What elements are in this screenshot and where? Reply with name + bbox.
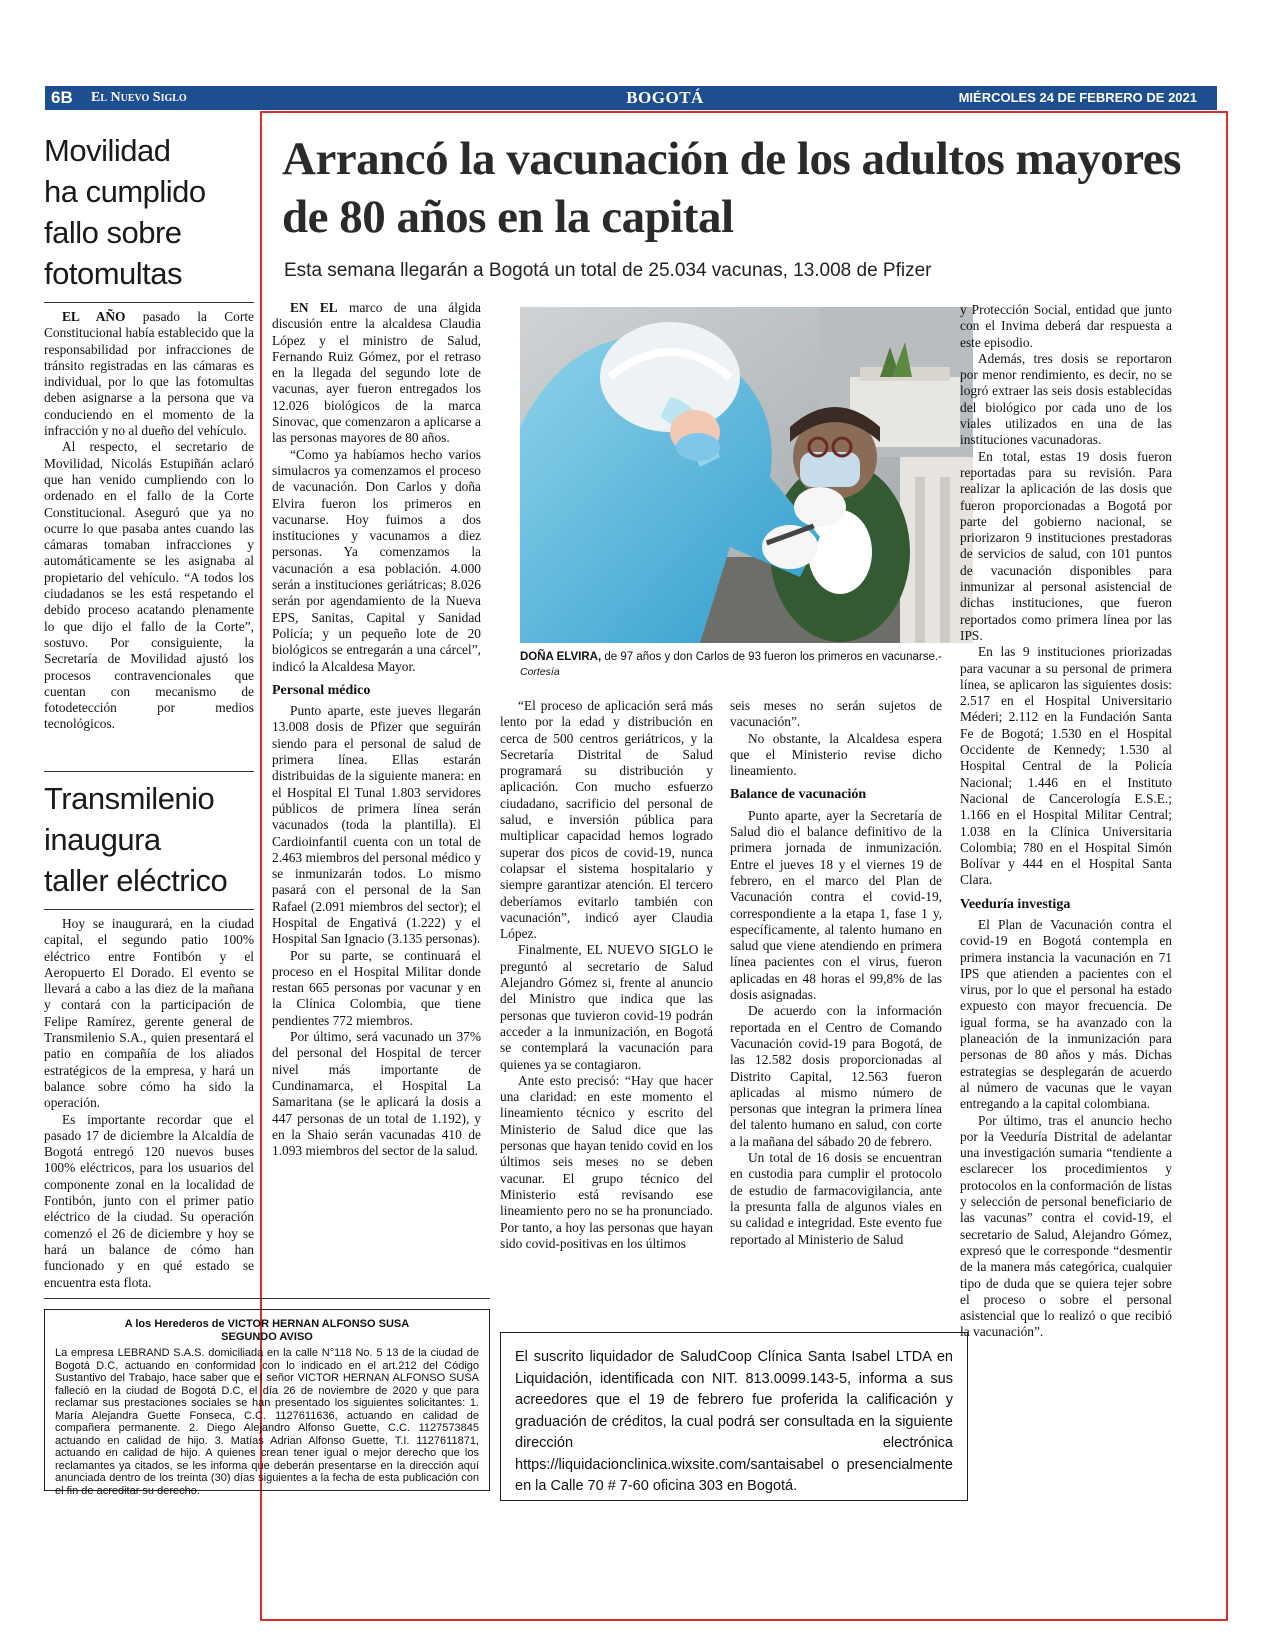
divider (44, 1298, 490, 1299)
paragraph: “Como ya habíamos hecho varios simulacros ya comenzamos el proceso de vacunación. Don Carlos y doña Elvira fueron los primeros en vacunarse. Hoy fuimos a dos instituciones y vacunamos a diez personas. Ya comenzamos la vacunación a esa población. 4.000 serán a instituciones geriátricas; 8.026 serán por agendamiento de la Nueva EPS, Sanitas, Capital y Sanidad Policía; y un pequeño lote de 20 biológicos se entregarán a una cárcel”, indicó la Alcaldesa Mayor. (272, 446, 481, 674)
paragraph: Por último, tras el anuncio hecho por la Veeduría Distrital de adelantar una investigación sumaria “tendiente a esclarecer los procedimientos y protocolos en la conformación de listas y selección de personal beneficiario de las vacunas” contra el covid-19, el secretario de Salud, Alejandro Gómez, expresó que le corresponde “desmentir de la manera más categórica, cualquier tipo de duda que se quiera tejer sobre el proceso o sobre el personal asistencial que lo realizó o que recibió la vacunación”. (960, 1112, 1172, 1340)
paragraph: seis meses no serán sujetos de vacunación”. (730, 698, 942, 730)
paragraph: Además, tres dosis se reportaron por menor rendimiento, es decir, no se logró extraer las seis dosis establecidas del biológico por cada uno de los viales utilizados en una de las instituciones vacunadoras. (960, 350, 1172, 448)
paragraph: El Plan de Vacunación contra el covid-19 en Bogotá contempla en primera instancia la vacunación en 71 IPS que atienden a pacientes con el virus, por lo que el personal ha estado expuesto con mayor frecuencia. De igual forma, se ha avanzado con la planeación de la inmunización para personas de 80 años y más. Dichas estrategias se desplegarán de acuerdo al número de vacunas que le vayan entregando a la capital colombiana. (960, 916, 1172, 1112)
paragraph: Al respecto, el secretario de Movilidad, Nicolás Estupiñán aclaró que han venido cumpliendo con lo ordenado en el fallo de la Corte Constitucional. Aseguró que ya no ocurre lo que pasaba antes cuando las cámaras tomaban infracciones y automáticamente se les asignaba al propietario del vehículo. “A todos los ciudadanos se les está respetando el debido proceso acatando plenamente lo que dijo el fallo de la Corte”, sostuvo. Por consiguiente, la Secretaría de Movilidad ajustó los procesos contravencionales que cuentan con mecanismo de fotodetección por medios tecnológicos. (44, 439, 254, 732)
section-subhead: Balance de vacunación (730, 787, 867, 803)
photo-caption (520, 650, 973, 680)
paragraph: Hoy se inaugurará, en la ciudad capital, el segundo patio 100% eléctrico entre Fontibón y el Aeropuerto El Dorado. El evento se llevará a cabo a las diez de la mañana y contará con la participación de Felipe Ramírez, gerente general de Transmilenio S.A., quien presentará el patio en compañía de los aliados estratégicos de la empresa, y hará un balance sobre cómo ha sido la operación. (44, 916, 254, 1111)
issue-date: MIÉRCOLES 24 DE FEBRERO DE 2021 (958, 90, 1197, 105)
paragraph: En las 9 instituciones priorizadas para vacunar a su personal de primera línea, se aplicaron las siguientes dosis: 2.517 en el Hospital Universitario Méderi; 2.112 en la Fundación Santa Fe de Bogotá; 1.530 en el Hospital Occidente de Kennedy; 1.530 al Hospital Central de la Policía Nacional; 1.446 en el Instituto Nacional de Cancerología E.S.E.; 1.166 en el Hospital Militar Central; 1.038 en la Clínica Universitaria Colombia; 780 en el Hospital Simón Bolívar y 444 en el Hospital Santa Clara. (960, 644, 1172, 888)
paragraph (272, 300, 481, 447)
article-subheadline: Esta semana llegarán a Bogotá un total de 25.034 vacunas, 13.008 de Pfizer (284, 260, 932, 281)
paragraph: No obstante, la Alcaldesa espera que el Ministerio revise dicho lineamiento. (730, 730, 942, 779)
divider (44, 909, 254, 910)
paragraph: Por su parte, se continuará el proceso en el Hospital Militar donde restan 665 personas por vacunar y en la Clínica Colombia, que tiene pendientes 772 miembros. (272, 947, 481, 1028)
article-headline: Arrancó la vacunación de los adultos mayores de 80 años en la capital (282, 133, 1181, 243)
paragraph: Un total de 16 dosis se encuentran en custodia para cumplir el protocolo de estudio de farmacovigilancia, ante la presunta falla de algunos viales en su calidad e integridad. Este evento fue reportado al Ministerio de Salud (730, 1150, 942, 1247)
section-subhead: Veeduría investiga (960, 896, 1071, 912)
headline-line: fallo sobre (44, 215, 182, 250)
article-column-3 (730, 698, 942, 1248)
page-number: 6B (51, 88, 73, 107)
paragraph: Punto aparte, este jueves llegarán 13.008 dosis de Pfizer que seguirán siendo para el personal de salud de primera línea. Ellas estarán distribuidas de la siguiente manera: en el Hospital El Tunal 1.803 servidores públicos de primera línea serán vacunados (toda la plantilla). El Cardioinfantil cuenta con un total de 2.463 miembros del personal médico y se inmunizarán todos. Lo mismo pasará con el personal de la San Rafael (2.091 miembros del sector); el Hospital de Engativá (1.222) y el Hospital San Ignacio (3.135 personas). (272, 703, 481, 947)
paragraph: Finalmente, EL NUEVO SIGLO le preguntó al secretario de Salud Alejandro Gómez si, frente al anuncio del Ministro que indica que las personas que tuvieron covid-19 podrán acceder a la inmunización, en Bogotá se contemplará la vacunación para quienes ya se contagiaron. (500, 942, 713, 1072)
story-body (44, 916, 254, 1291)
paragraph: Es importante recordar que el pasado 17 de diciembre la Alcaldía de Bogotá entregó 120 nuevos buses 100% eléctricos, para los usuarios del componente zonal en la localidad de Fontibón, junto con el primer patio eléctrico de la ciudad. Su operación comenzó el 26 de diciembre y hoy se hará un balance de cómo han funcionado y en qué estado se encuentra esta flota. (44, 1111, 254, 1290)
section-title: BOGOTÁ (626, 88, 704, 107)
paragraph (44, 309, 254, 439)
article-column-1 (272, 300, 481, 1159)
photo-credit: Cortesía (520, 666, 560, 678)
section-subhead: Personal médico (272, 682, 371, 698)
headline-line: ha cumplido (44, 174, 206, 209)
headline-line: Transmilenio (44, 781, 215, 816)
story-body (44, 309, 254, 733)
paragraph: Por último, será vacunado un 37% del personal del Hospital de tercer nivel más importante de Cundinamarca, el Hospital La Samaritana (se le aplicará la dosis a 447 personas de un total de 1.192), y en la Shaio serán vacunadas 410 de 1.093 miembros del sector de la salud. (272, 1029, 481, 1159)
headline-line: taller eléctrico (44, 863, 228, 898)
divider (44, 771, 254, 772)
story-headline (44, 778, 254, 901)
article-column-4 (960, 302, 1172, 1341)
caption-lead: DOÑA ELVIRA, (520, 651, 602, 663)
vaccination-photo (520, 307, 973, 643)
masthead-bar (45, 86, 1217, 110)
story-headline (44, 130, 254, 294)
sidebar-story-movilidad (44, 130, 254, 733)
paragraph: En total, estas 19 dosis fueron reportadas para su revisión. Para realizar la aplicación de las dosis que fueron proporcionadas a Bogotá por parte del gobierno nacional, se priorizaron 9 instituciones prestadoras de servicios de salud, con 101 puntos de vacunación disponibles para inmunizar al personal asistencial de dichas instituciones, que fueron reportados como primera línea por las IPS. (960, 448, 1172, 643)
divider (44, 302, 254, 303)
headline-line: fotomultas (44, 256, 183, 291)
paragraph: y Protección Social, entidad que junto con el Invima deberá dar respuesta a este episodio. (960, 302, 1172, 350)
headline-line: inaugura (44, 822, 161, 857)
liquidation-text: El suscrito liquidador de SaludCoop Clínica Santa Isabel LTDA en Liquidación, identificada con NIT. 813.0099.143-5, informa a sus acreedores que el 19 de febrero fue proferida la calificación y graduación de créditos, la cual podrá ser consultada en la siguiente dirección electrónica https://liquidacionclinica.wixsite.com/santaisabel o presencialmente en la Calle 70 # 7-60 oficina 303 en Bogotá. (515, 1349, 953, 1494)
lead-in: EN EL (290, 300, 338, 315)
paragraph: “El proceso de aplicación será más lento por la edad y distribución en cerca de 500 centros geriátricos, y la Secretaría Distrital de Salud programará su distribución y aplicación. Con mucho esfuerzo ciudadano, sacrificio del personal de salud, e inversión pública para multiplicar capacidad hemos logrado superar dos picos de covid-19, nunca colapsar el sistema hospitalario y siempre garantizar atención. El tercero deberíamos evitarlo también con vacunación”, indicó ayer Claudia López. (500, 698, 713, 942)
article-photo (520, 307, 973, 643)
headline-line: Movilidad (44, 133, 171, 168)
notice-text: La empresa LEBRAND S.A.S. domiciliada en la calle N°118 No. 5 13 de la ciudad de Bogotá D.C, actuando en conformidad con lo indicado en el art.212 del Código Sustantivo del Trabajo, hace saber que el señor VICTOR HERNAN ALFONSO SUSA falleció en la ciudad de Bogotá D.C, el día 26 de noviembre de 2020 y que para reclamar sus prestaciones sociales se han presentado los siguientes solicitantes: 1. María Alejandra Guette Fonseca, C.C. 1127611636, actuando en calidad de compañera permanente. 2. Diego Alejandro Alfonso Guette, C.C. 1127573845 actuando en calidad de hijo. 3. Matías Adrian Alfonso Guette, T.I. 1127611871, actuando en calidad de hijo. A quienes crean tener igual o mejor derecho que los reclamantes ya citados, se les informa que deberán presentarse en la dirección aquí anunciada dentro de los treinta (30) días siguientes a la fecha de esta publicación con el fin de acreditar su derecho. (55, 1347, 479, 1497)
sidebar-story-transmilenio (44, 778, 254, 1291)
liquidation-notice-box (500, 1332, 968, 1501)
paragraph: De acuerdo con la información reportada en el Centro de Comando Vacunación covid-19 para Bogotá, de las 12.582 dosis proporcionadas al Distrito Capital, 12.563 fueron aplicadas al mismo número de personas que integran la primera línea del talento humano en salud, con corte a la mañana del sábado 20 de febrero. (730, 1003, 942, 1149)
legal-notice-box (44, 1309, 490, 1497)
notice-subtitle: SEGUNDO AVISO (221, 1331, 313, 1343)
paragraph: Punto aparte, ayer la Secretaría de Salud dio el balance definitivo de la primera jornada de inmunización. Entre el jueves 18 y el viernes 19 de febrero, en el marco del Plan de Vacunación contra el covid-19, correspondiente a la etapa 1, fase 1 y, específicamente, al talento humano en salud que viene atendiendo en primera línea pacientes con el virus, fueron aplicadas en 48 horas el 99,8% de las dosis asignadas. (730, 807, 942, 1003)
newspaper-name: El Nuevo Siglo (91, 90, 187, 105)
caption-text: de 97 años y don Carlos de 93 fueron los primeros en vacunarse.- (601, 651, 942, 663)
article-column-2 (500, 698, 713, 1252)
lead-in: EL AÑO (62, 309, 126, 324)
paragraph-text: pasado la Corte Constitucional había establecido que la responsabilidad por infracciones de tránsito registradas en las cámaras es individual, por lo que las fotomultas deben asignarse a la persona que va conduciendo en el momento de la infracción y no al dueño del vehículo. (44, 309, 254, 439)
paragraph-text: marco de una álgida discusión entre la alcaldesa Claudia López y el ministro de Salud, Fernando Ruiz Gómez, por el retraso en la llegada del segundo lote de vacunas, ayer fueron entregados los 12.026 biológicos de la marca Sinovac, que comenzaron a aplicarse a las personas mayores de 80 años. (272, 300, 482, 446)
notice-title: A los Herederos de VICTOR HERNAN ALFONSO SUSA (124, 1318, 410, 1330)
paragraph: Ante esto precisó: “Hay que hacer una claridad: en este momento el lineamiento técnico y escrito del Ministerio de Salud dice que las personas que hayan tenido covid en los últimos seis meses no se deben vacunar. El grupo técnico del Ministerio está revisando ese lineamiento pero no se ha pronunciado. Por tanto, a hoy las personas que hayan sido covid-positivas en los últimos (500, 1072, 713, 1251)
